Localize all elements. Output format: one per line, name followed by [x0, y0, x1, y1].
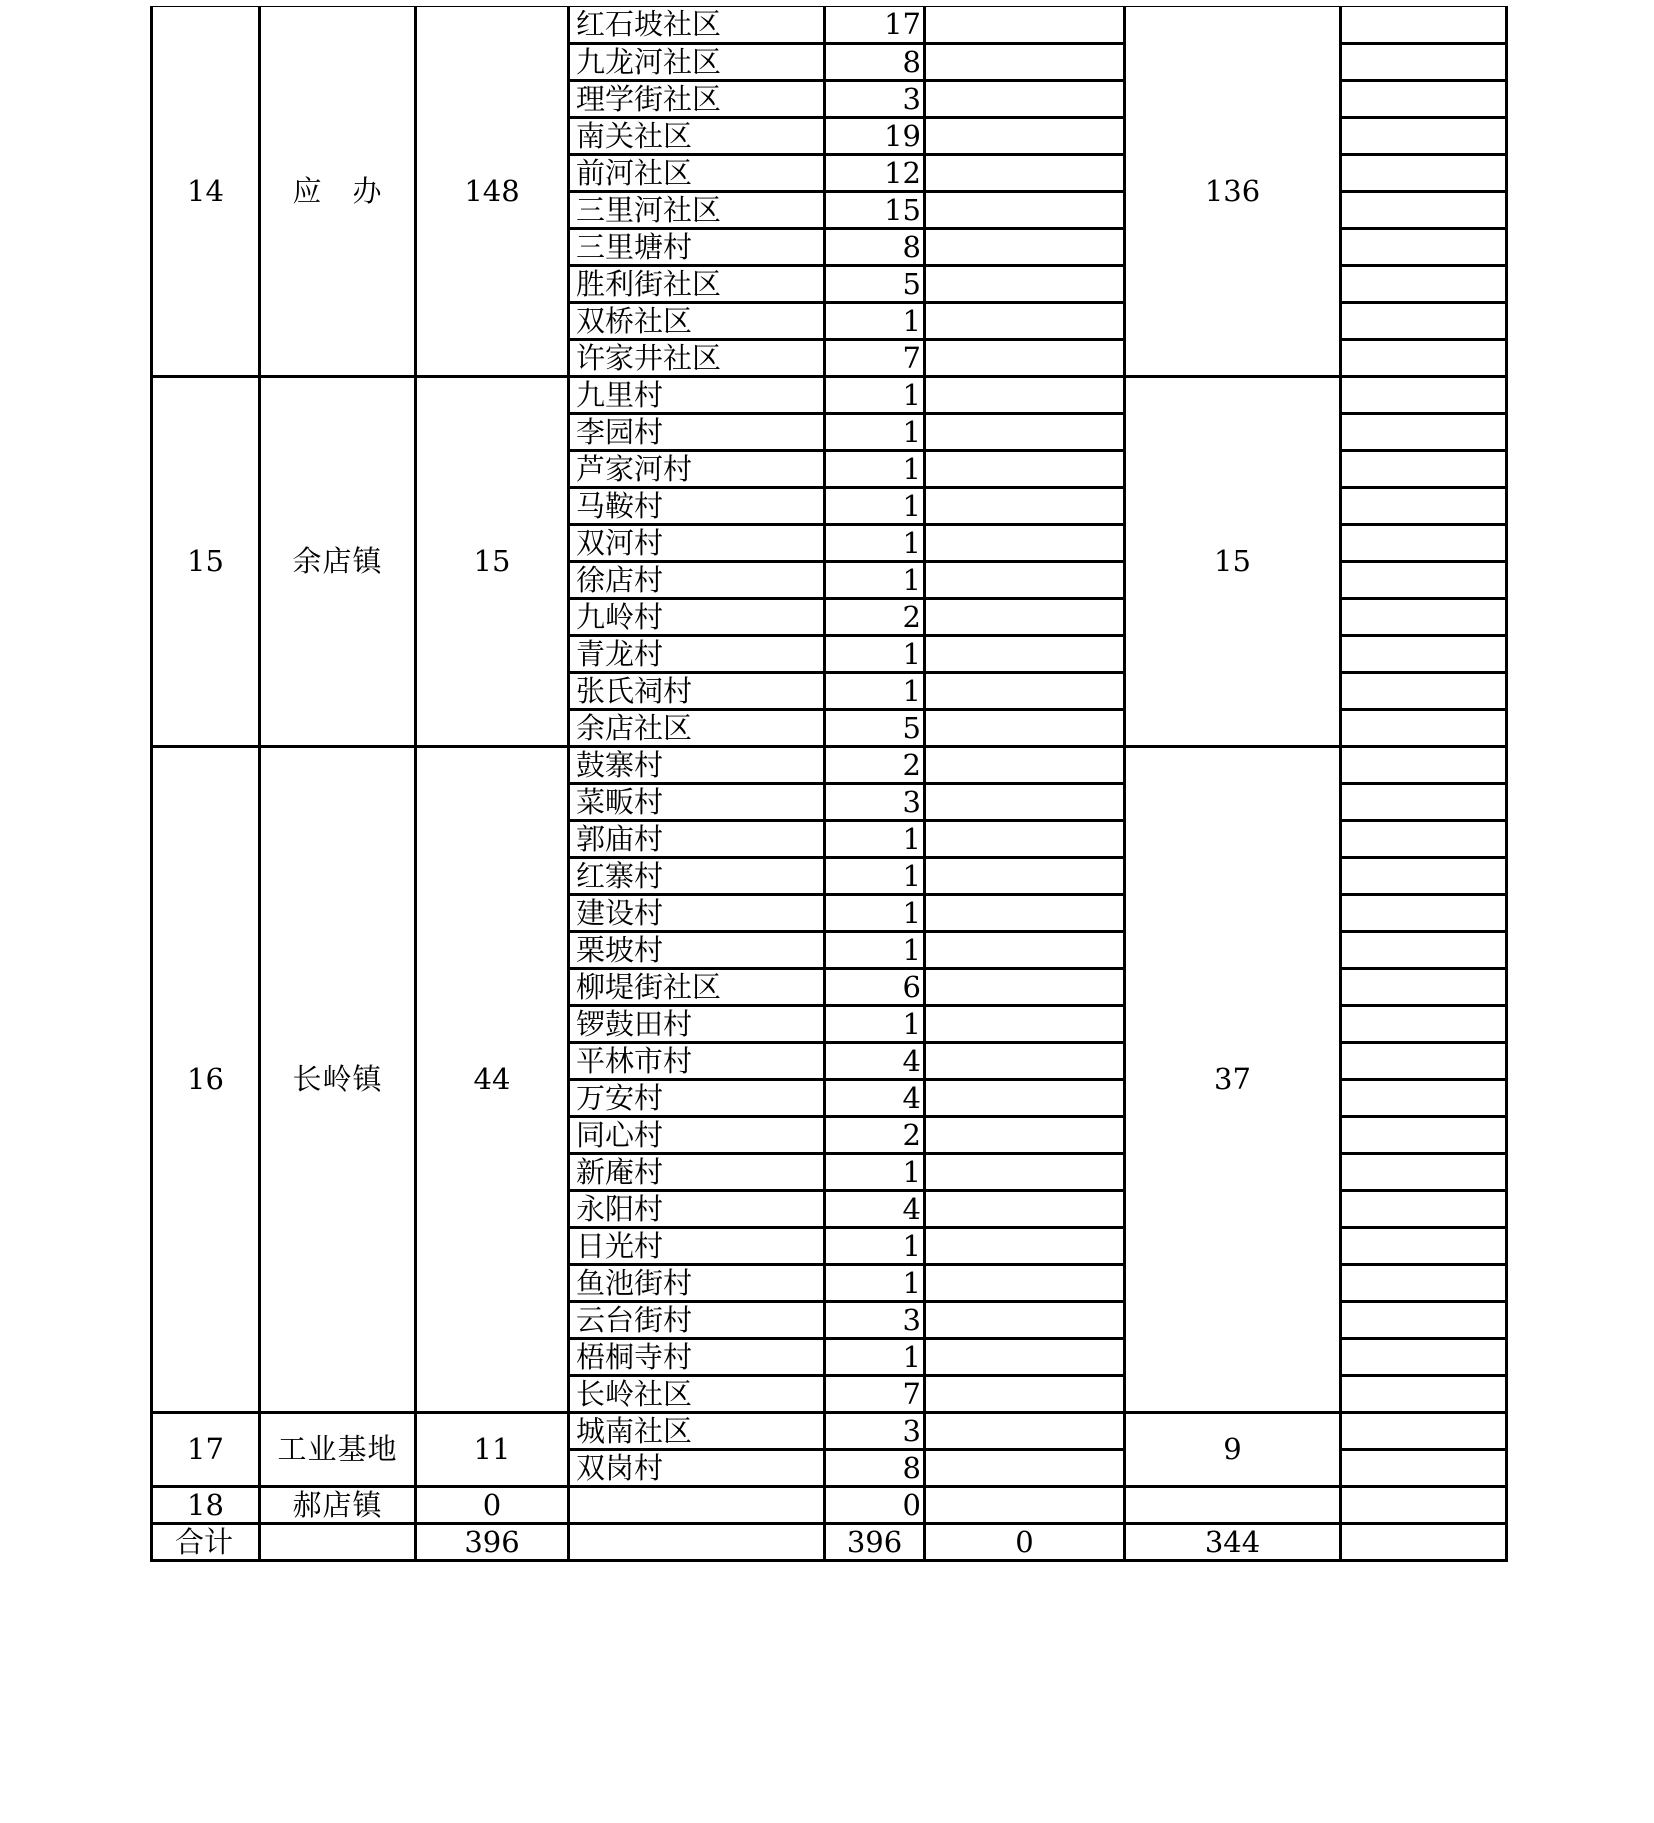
totals-count: 396 [825, 1524, 925, 1561]
empty-cell [1341, 1043, 1507, 1080]
empty-cell [925, 1154, 1125, 1191]
village-count: 7 [825, 340, 925, 377]
empty-cell [925, 414, 1125, 451]
table-row [152, 747, 1507, 784]
group-total: 0 [416, 1487, 569, 1524]
empty-cell [1341, 451, 1507, 488]
village-count: 3 [825, 1413, 925, 1450]
empty-cell [925, 599, 1125, 636]
empty-cell [1341, 155, 1507, 192]
empty-cell [1341, 1228, 1507, 1265]
totals-total: 396 [416, 1524, 569, 1561]
village-name: 三里河社区 [569, 192, 825, 229]
empty-cell [1341, 44, 1507, 81]
group-total: 148 [416, 7, 569, 377]
empty-cell [569, 1524, 825, 1561]
village-name: 平林市村 [569, 1043, 825, 1080]
empty-cell [1341, 1117, 1507, 1154]
village-count: 3 [825, 1302, 925, 1339]
empty-cell [1341, 525, 1507, 562]
village-count: 2 [825, 599, 925, 636]
empty-cell [1341, 636, 1507, 673]
empty-cell [1341, 414, 1507, 451]
group-index: 17 [152, 1413, 260, 1487]
empty-cell [260, 1524, 416, 1561]
table-row [152, 1413, 1507, 1450]
group-town: 长岭镇 [260, 747, 416, 1413]
village-name: 双河村 [569, 525, 825, 562]
village-name: 前河社区 [569, 155, 825, 192]
group-town: 应 办 [260, 7, 416, 377]
data-table [150, 6, 1508, 1562]
village-count: 1 [825, 673, 925, 710]
totals-label: 合计 [152, 1524, 260, 1561]
village-name: 芦家河村 [569, 451, 825, 488]
village-name: 云台街村 [569, 1302, 825, 1339]
village-count: 1 [825, 1339, 925, 1376]
village-name: 许家井社区 [569, 340, 825, 377]
village-name: 日光村 [569, 1228, 825, 1265]
empty-cell [1341, 1302, 1507, 1339]
empty-cell [1341, 340, 1507, 377]
village-count: 8 [825, 44, 925, 81]
empty-cell [925, 895, 1125, 932]
empty-cell [1341, 81, 1507, 118]
group-total: 11 [416, 1413, 569, 1487]
empty-cell [1341, 1191, 1507, 1228]
empty-cell [1341, 1080, 1507, 1117]
empty-cell [925, 821, 1125, 858]
empty-cell [925, 340, 1125, 377]
village-name: 同心村 [569, 1117, 825, 1154]
empty-cell [1341, 821, 1507, 858]
empty-cell [925, 451, 1125, 488]
village-name: 锣鼓田村 [569, 1006, 825, 1043]
empty-cell [925, 1487, 1125, 1524]
village-count: 5 [825, 710, 925, 747]
empty-cell [925, 1450, 1125, 1487]
empty-cell [1341, 1450, 1507, 1487]
table-row [152, 7, 1507, 44]
village-name: 长岭社区 [569, 1376, 825, 1413]
empty-cell [1341, 1376, 1507, 1413]
totals-col6: 0 [925, 1524, 1125, 1561]
empty-cell [925, 1228, 1125, 1265]
empty-cell [925, 1339, 1125, 1376]
village-name: 郭庙村 [569, 821, 825, 858]
empty-cell [925, 858, 1125, 895]
village-name: 城南社区 [569, 1413, 825, 1450]
village-count: 1 [825, 488, 925, 525]
group-index: 14 [152, 7, 260, 377]
village-name: 鱼池街村 [569, 1265, 825, 1302]
village-count: 1 [825, 858, 925, 895]
empty-cell [1341, 266, 1507, 303]
empty-cell [1341, 969, 1507, 1006]
village-count: 4 [825, 1191, 925, 1228]
totals-row [152, 1524, 1507, 1561]
village-count: 1 [825, 895, 925, 932]
empty-cell [925, 1413, 1125, 1450]
empty-cell [925, 7, 1125, 44]
village-name: 栗坡村 [569, 932, 825, 969]
empty-cell [1341, 747, 1507, 784]
empty-cell [1341, 192, 1507, 229]
village-count: 1 [825, 1154, 925, 1191]
empty-cell [1341, 599, 1507, 636]
village-name: 万安村 [569, 1080, 825, 1117]
village-count: 15 [825, 192, 925, 229]
empty-cell [1341, 488, 1507, 525]
group-total: 44 [416, 747, 569, 1413]
village-count: 1 [825, 1006, 925, 1043]
empty-cell [1341, 710, 1507, 747]
village-count: 19 [825, 118, 925, 155]
village-count: 8 [825, 1450, 925, 1487]
empty-cell [925, 1080, 1125, 1117]
village-count: 1 [825, 1265, 925, 1302]
village-count: 5 [825, 266, 925, 303]
village-count: 3 [825, 784, 925, 821]
village-name: 红石坡社区 [569, 7, 825, 44]
empty-cell [1341, 7, 1507, 44]
village-name: 理学街社区 [569, 81, 825, 118]
empty-cell [1341, 858, 1507, 895]
village-count: 1 [825, 932, 925, 969]
group-summary: 9 [1125, 1413, 1341, 1487]
village-name: 梧桐寺村 [569, 1339, 825, 1376]
empty-cell [925, 747, 1125, 784]
village-count: 1 [825, 562, 925, 599]
empty-cell [1341, 303, 1507, 340]
empty-cell [925, 1191, 1125, 1228]
group-town: 工业基地 [260, 1413, 416, 1487]
group-index: 15 [152, 377, 260, 747]
empty-cell [925, 192, 1125, 229]
empty-cell [1341, 1154, 1507, 1191]
village-count: 1 [825, 821, 925, 858]
empty-cell [925, 932, 1125, 969]
empty-cell [1341, 118, 1507, 155]
village-name: 鼓寨村 [569, 747, 825, 784]
totals-summary: 344 [1125, 1524, 1341, 1561]
village-count: 2 [825, 1117, 925, 1154]
village-name: 双桥社区 [569, 303, 825, 340]
village-name: 九岭村 [569, 599, 825, 636]
village-name: 双岗村 [569, 1450, 825, 1487]
empty-cell [925, 969, 1125, 1006]
empty-cell [1341, 932, 1507, 969]
empty-cell [1341, 1413, 1507, 1450]
table-row [152, 1487, 1507, 1524]
empty-cell [925, 1117, 1125, 1154]
village-count: 3 [825, 81, 925, 118]
empty-cell [925, 377, 1125, 414]
group-summary: 15 [1125, 377, 1341, 747]
empty-cell [925, 1006, 1125, 1043]
table-row [152, 377, 1507, 414]
empty-cell [1341, 1265, 1507, 1302]
village-name: 南关社区 [569, 118, 825, 155]
group-index: 18 [152, 1487, 260, 1524]
empty-cell [925, 525, 1125, 562]
village-name: 李园村 [569, 414, 825, 451]
empty-cell [1341, 673, 1507, 710]
empty-cell [1341, 1524, 1507, 1561]
group-town: 余店镇 [260, 377, 416, 747]
village-name: 余店社区 [569, 710, 825, 747]
empty-cell [925, 81, 1125, 118]
empty-cell [1341, 377, 1507, 414]
village-count: 4 [825, 1080, 925, 1117]
empty-cell [925, 303, 1125, 340]
empty-cell [925, 266, 1125, 303]
village-name: 柳堤街社区 [569, 969, 825, 1006]
village-count: 1 [825, 636, 925, 673]
village-count: 17 [825, 7, 925, 44]
empty-cell [1341, 562, 1507, 599]
empty-cell [925, 1376, 1125, 1413]
village-name [569, 1487, 825, 1524]
village-name: 徐店村 [569, 562, 825, 599]
empty-cell [925, 673, 1125, 710]
empty-cell [925, 1265, 1125, 1302]
village-name: 菜畈村 [569, 784, 825, 821]
village-count: 1 [825, 377, 925, 414]
empty-cell [925, 562, 1125, 599]
group-town: 郝店镇 [260, 1487, 416, 1524]
empty-cell [1341, 1487, 1507, 1524]
village-count: 8 [825, 229, 925, 266]
group-summary: 136 [1125, 7, 1341, 377]
empty-cell [925, 44, 1125, 81]
village-name: 新庵村 [569, 1154, 825, 1191]
village-name: 九龙河社区 [569, 44, 825, 81]
village-count: 2 [825, 747, 925, 784]
village-count: 1 [825, 451, 925, 488]
empty-cell [925, 488, 1125, 525]
group-total: 15 [416, 377, 569, 747]
village-count: 4 [825, 1043, 925, 1080]
village-count: 12 [825, 155, 925, 192]
village-name: 红寨村 [569, 858, 825, 895]
empty-cell [1341, 229, 1507, 266]
empty-cell [925, 636, 1125, 673]
village-count: 1 [825, 414, 925, 451]
village-name: 马鞍村 [569, 488, 825, 525]
village-count: 1 [825, 525, 925, 562]
village-name: 永阳村 [569, 1191, 825, 1228]
village-count: 6 [825, 969, 925, 1006]
empty-cell [925, 229, 1125, 266]
empty-cell [1341, 1339, 1507, 1376]
empty-cell [1341, 1006, 1507, 1043]
village-name: 青龙村 [569, 636, 825, 673]
empty-cell [925, 1302, 1125, 1339]
empty-cell [925, 784, 1125, 821]
group-summary [1125, 1487, 1341, 1524]
village-count: 1 [825, 303, 925, 340]
empty-cell [925, 118, 1125, 155]
village-name: 九里村 [569, 377, 825, 414]
empty-cell [925, 1043, 1125, 1080]
village-count: 0 [825, 1487, 925, 1524]
village-name: 建设村 [569, 895, 825, 932]
village-count: 1 [825, 1228, 925, 1265]
group-index: 16 [152, 747, 260, 1413]
empty-cell [925, 155, 1125, 192]
village-name: 张氏祠村 [569, 673, 825, 710]
empty-cell [1341, 895, 1507, 932]
village-name: 三里塘村 [569, 229, 825, 266]
village-name: 胜利街社区 [569, 266, 825, 303]
empty-cell [1341, 784, 1507, 821]
group-summary: 37 [1125, 747, 1341, 1413]
empty-cell [925, 710, 1125, 747]
village-count: 7 [825, 1376, 925, 1413]
